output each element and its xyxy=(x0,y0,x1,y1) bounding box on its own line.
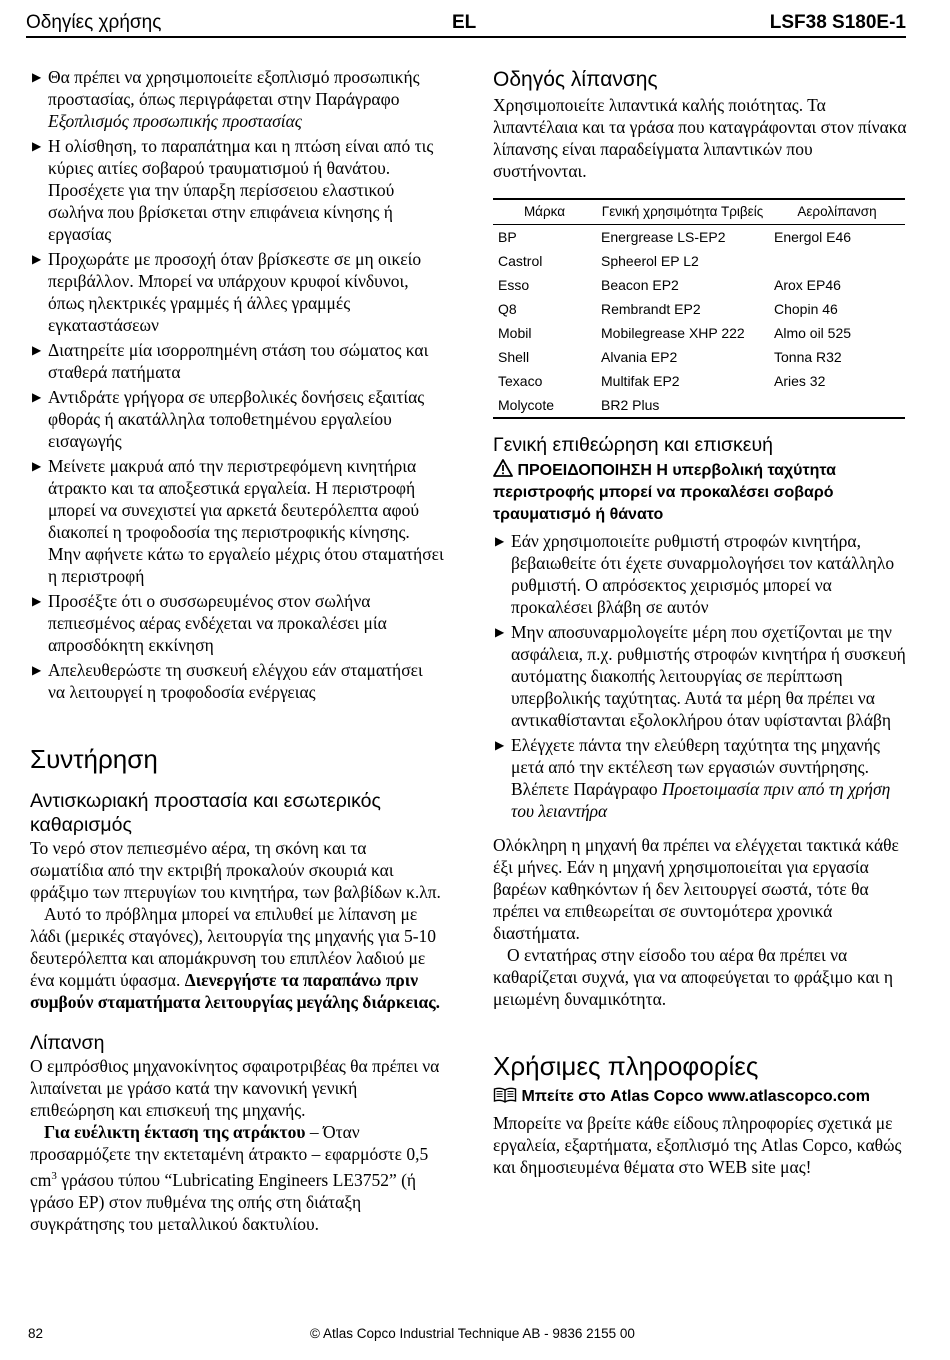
bullet-arrow-icon: ▶ xyxy=(32,390,42,404)
column-header-air: Αερολίπανση xyxy=(769,199,905,225)
footer-copyright: © Atlas Copco Industrial Technique AB - 9836 2155 00 xyxy=(310,1326,635,1341)
list-item: ▶ Απελευθερώστε τη συσκευή ελέγχου εάν σταματήσει να λειτουργεί η τροφοδοσία ενέργειας xyxy=(32,660,423,702)
list-item: ▶ Διατηρείτε μία ισορροπημένη στάση του σώματος και σταθερά πατήματα xyxy=(32,340,429,382)
bullet-arrow-icon: ▶ xyxy=(495,738,505,752)
list-item: ▶ Εάν χρησιμοποιείτε ρυθμιστή στροφών κινητήρα, βεβαιωθείτε ότι έχετε συναρμολογήσει τον κατάλληλο ρυθμιστή. Ο απρόσεκτος χειρισμός μπορεί να προκαλέσει βλάβη σε αυτόν xyxy=(495,531,895,617)
corrosion-paragraph-1: Το νερό στον πεπιεσμένο αέρα, τη σκόνη και τα σωματίδια από την εκτριβή προκαλούν σκουριά και φράξιμο των πτερυγίων του κινητήρα, των βαλβίδων κ.λπ. xyxy=(30,838,441,902)
bullet-arrow-icon: ▶ xyxy=(32,139,42,153)
header-language: EL xyxy=(452,12,477,33)
table-header-row xyxy=(493,199,905,225)
overhaul-paragraph-1: Ολόκληρη η μηχανή θα πρέπει να ελέγχεται τακτικά κάθε έξι μήνες. Εάν η μηχανή χρησιμοποιείται για εργασία βαρέων καθηκόντων ή δεν λειτουργεί σωστά, τότε θα πρέπει να επιθεωρείται σε συντομότερα χρονικά διαστήματα. xyxy=(493,835,899,943)
warning-text: ΠΡΟΕΙΔΟΠΟΙΗΣΗ Η υπερβολική ταχύτητα περιστροφής μπορεί να προκαλέσει σοβαρό τραυματισμό ή θάνατο xyxy=(493,462,836,523)
column-header-brand: Μάρκα xyxy=(493,199,596,225)
warning-triangle-icon xyxy=(493,459,513,477)
lube-guide-intro: Χρησιμοποιείτε λιπαντικά καλής ποιότητας. Τα λιπαντέλαια και τα γράσα που καταγράφονται στον πίνακα λίπανσης είναι παραδείγματα λιπαντικών που συστήνονται. xyxy=(493,95,907,181)
list-item: ▶ Ελέγχετε πάντα την ελεύθερη ταχύτητα της μηχανής μετά από την εκτέλεση των εργασιών συντήρησης. Βλέπετε Παράγραφο Προετοιμασία πριν από τη χρήση του λειαντήρα xyxy=(495,735,891,821)
website-link[interactable]: Μπείτε στο Atlas Copco www.atlascopco.com xyxy=(521,1088,871,1105)
left-column xyxy=(30,66,444,1235)
table-row: Molycote BR2 Plus xyxy=(493,393,905,418)
table-row: Texaco Multifak EP2 Aries 32 xyxy=(498,373,826,389)
bullet-arrow-icon: ▶ xyxy=(32,70,42,84)
speed-warning xyxy=(493,459,907,526)
bullet-arrow-icon: ▶ xyxy=(495,534,505,548)
table-row: Mobil Mobilegrease XHP 222 Almo oil 525 xyxy=(498,325,852,341)
list-item: ▶ Θα πρέπει να χρησιμοποιείτε εξοπλισμό προσωπικής προστασίας, όπως περιγράφεται στην Παράγραφο Εξοπλισμός προσωπικής προστασίας xyxy=(32,67,420,131)
header-model: LSF38 S180E-1 xyxy=(769,12,906,33)
table-row: Q8 Rembrandt EP2 Chopin 46 xyxy=(498,301,838,317)
useful-info-title: Χρήσιμες πληροφορίες xyxy=(493,1051,759,1081)
bullet-arrow-icon: ▶ xyxy=(495,625,505,639)
lubrication-paragraph-2: Για ευέλικτη έκταση της ατράκτου – Όταν προσαρμόζετε την εκτεταμένη άτρακτο – εφαρμόστε 0,5 $cm^3$ γράσου τύπου “Lubricating Engineers LE3752” (ή γράσο EP) στον πυθμένα της οπής στη διάταξη συγκράτησης του μεταλλικού δακτυλίου. xyxy=(30,1122,429,1234)
list-item: ▶ Αντιδράτε γρήγορα σε υπερβολικές δονήσεις εξαιτίας φθοράς ή ακατάλληλα τοποθετημένου εργαλείου εισαγωγής xyxy=(32,387,425,451)
corrosion-title: Αντισκωριακή προστασία και εσωτερικός καθαρισμός xyxy=(30,790,381,836)
open-book-icon xyxy=(493,1087,517,1103)
header-rule xyxy=(26,36,906,38)
lubricant-table xyxy=(493,198,905,419)
corrosion-paragraph-2: Αυτό το πρόβλημα μπορεί να επιλυθεί με λίπανση με λάδι (μερικές σταγόνες), λειτουργία της μηχανής για 5-10 δευτερόλεπτα και απομάκρυνση του επιπλέον λαδιού με ένα κομμάτι ύφασμα. Διενεργήστε τα παραπάνω πριν συμβούν σταματήματα λειτουργίας μεγάλης διάρκειας. xyxy=(30,904,441,1012)
right-column xyxy=(493,66,907,1178)
list-item: ▶ Μείνετε μακρυά από την περιστρεφόμενη κινητήρια άτρακτο και τα αποξεστικά εργαλεία. Η περιστροφή μπορεί να συνεχιστεί για αρκετά δευτερόλεπτα αφού διακοπεί η τροφοδοσία της περιστροφικής κίνησης. Μην αφήνετε κάτω το εργαλείο μέχρις ότου σταματήσει η περιστροφή xyxy=(32,456,444,586)
list-item: ▶ Προσέξτε ότι ο συσσωρευμένος στον σωλήνα πεπιεσμένος αέρας ενδέχεται να προκαλέσει μία απροσδόκητη εκκίνηση xyxy=(32,591,387,655)
maintenance-title: Συντήρηση xyxy=(30,744,158,774)
table-row: Esso Beacon EP2 Arox EP46 xyxy=(498,277,841,293)
list-item: ▶ Μην αποσυναρμολογείτε μέρη που σχετίζονται με την ασφάλεια, π.χ. ρυθμιστής στροφών κινητήρα ή συσκευή αυτόματης διακοπής λειτουργίας σε περίπτωση υπερβολικής ταχύτητας. Αυτά τα μέρη θα πρέπει να αντικαθίστανται εξολοκλήρου όταν υφίστανται βλάβη xyxy=(495,622,906,730)
section-reference: Εξοπλισμός προσωπικής προστασίας xyxy=(48,111,302,131)
useful-info-text: Μπορείτε να βρείτε κάθε είδους πληροφορίες σχετικά με εργαλεία, εξαρτήματα, εξοπλισμό της Atlas Copco, καθώς και δημοσιευμένα θέματα στο WEB site μας! xyxy=(493,1113,902,1177)
bullet-arrow-icon: ▶ xyxy=(32,252,42,266)
table-row: Castrol Spheerol EP L2 xyxy=(498,253,699,269)
bullet-arrow-icon: ▶ xyxy=(32,594,42,608)
lube-guide-title: Οδηγός λίπανσης xyxy=(493,68,658,91)
lubrication-title: Λίπανση xyxy=(30,1032,105,1054)
safety-bullet-list xyxy=(30,66,444,703)
spindle-extension-label: Για ευέλικτη έκταση της ατράκτου xyxy=(44,1122,306,1142)
overhaul-bullet-list xyxy=(493,530,907,822)
bullet-arrow-icon: ▶ xyxy=(32,343,42,357)
column-header-general: Γενική χρησιμότητα Τριβείς xyxy=(596,199,769,225)
overhaul-paragraph-2: Ο εντατήρας στην είσοδο του αέρα θα πρέπει να καθαρίζεται συχνά, για να αποφεύγεται το φράξιμο και η μειωμένη δυναμικότητα. xyxy=(493,945,894,1009)
section-reference: Προετοιμασία πριν από τη χρήση του λειαντήρα xyxy=(511,779,891,821)
overhaul-title: Γενική επιθεώρηση και επισκευή xyxy=(493,434,774,456)
table-row: BP Energrease LS-EP2 Energol E46 xyxy=(498,229,852,245)
page-number: 82 xyxy=(28,1326,44,1341)
corrosion-bold-note: Διενεργήστε τα παραπάνω πριν συμβούν σταματήματα λειτουργίας μεγάλης διάρκειας. xyxy=(30,970,441,1012)
list-item: ▶ Προχωράτε με προσοχή όταν βρίσκεστε σε μη οικείο περιβάλλον. Μπορεί να υπάρχουν κρυφοί κίνδυνοι, όπως ηλεκτρικές γραμμές ή άλλες γραμμές εγκαταστάσεων xyxy=(32,249,422,335)
list-item: ▶ Η ολίσθηση, το παραπάτημα και η πτώση είναι από τις κύριες αιτίες σοβαρού τραυματισμού ή θανάτου. Προσέχετε για την ύπαρξη περίσσειου ελαστικού σωλήνα που βρίσκεται στην επιφάνεια κίνησης ή εργασίας xyxy=(32,136,434,244)
bullet-arrow-icon: ▶ xyxy=(32,459,42,473)
website-link-line xyxy=(493,1086,907,1108)
lubrication-paragraph-1: Ο εμπρόσθιος μηχανοκίνητος σφαιροτριβέας θα πρέπει να λιπαίνεται με γράσο κατά την κανονική γενική επιθεώρηση και επισκευή της μηχανής. xyxy=(30,1056,440,1120)
bullet-arrow-icon: ▶ xyxy=(32,663,42,677)
table-row: Shell Alvania EP2 Tonna R32 xyxy=(498,349,842,365)
header-doc-type: Οδηγίες χρήσης xyxy=(26,12,162,33)
